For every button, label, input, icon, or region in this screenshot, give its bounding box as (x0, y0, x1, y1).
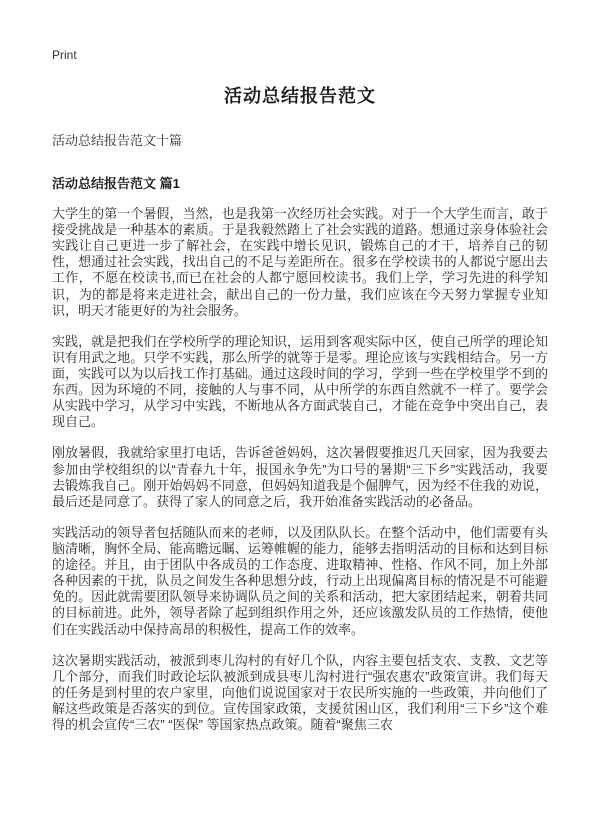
paragraph: 大学生的第一个暑假，当然，也是我第一次经历社会实践。对于一个大学生而言，敢于接受挑战是一种基本的素质。于是我毅然踏上了社会实践的道路。想通过亲身体验社会实践让自己更进一步了解社会，在实践中增长见识，锻炼自己的才干，培养自己的韧性，想通过社会实践，找出自己的不足与差距所在。很多在学校读书的人都说宁愿出去工作，不愿在校读书,而已在社会的人都宁愿回校读书。我们上学，学习先进的科学知识，为的都是将来走进社会，献出自己的一份力量，我们应该在今天努力掌握专业知识，明天才能更好的为社会服务。 (52, 206, 548, 318)
paragraph: 实践活动的领导者包括随队而来的老师，以及团队队长。在整个活动中，他们需要有头脑清晰，胸怀全局、能高瞻远瞩、运筹帷幄的能力，能够去指明活动的目标和达到目标的途径。并且，由于团队中各成员的工作态度、进取精神、性格、作风不同，加上外部各种因素的干扰，队员之间发生各种思想分歧，行动上出现偏离目标的情况是不可能避免的。因此就需要团队领导来协调队员之间的关系和活动，把大家团结起来，朝着共同的目标前进。此外，领导者除了起到组织作用之外，还应该激发队员的工作热情，使他们在实践活动中保持高昂的积极性，提高工作的效率。 (52, 524, 548, 637)
subtitle: 活动总结报告范文十篇 (52, 133, 183, 148)
section-heading: 活动总结报告范文 篇1 (52, 176, 180, 191)
page-title: 活动总结报告范文 (224, 86, 376, 106)
print-button[interactable]: Print (52, 48, 77, 62)
paragraph: 这次暑期实践活动，被派到枣儿沟村的有好几个队，内容主要包括支农、支教、文艺等几个部分，而我们时政论坛队被派到成县枣儿沟村进行“强农惠农”政策宣讲。我们每天的任务是到村里的农户家里，向他们说说国家对于农民所实施的一些政策，并向他们了解这些政策是否落实的到位。宣传国家政策，支援贫困山区，我们利用“三下乡”这个难得的机会宣传“三农” “医保” 等国家热点政策。随着“聚焦三农 (52, 652, 548, 733)
paragraph: 刚放暑假，我就给家里打电话，告诉爸爸妈妈，这次暑假要推迟几天回家，因为我要去参加由学校组织的以“青春九十年，报国永争先”为口号的暑期“三下乡”实践活动，我要去锻炼我自己。刚开始妈妈不同意，但妈妈知道我是个倔脾气，因为经不住我的劝说，最后还是同意了。获得了家人的同意之后，我开始准备实践活动的必备品。 (52, 445, 548, 509)
paragraph: 实践，就是把我们在学校所学的理论知识，运用到客观实际中区，使自己所学的理论知识有用武之地。只学不实践，那么所学的就等于是零。理论应该与实践相结合。另一方面，实践可以为以后找工作打基础。通过这段时间的学习，学到一些在学校里学不到的东西。因为环境的不同，接触的人与事不同，从中所学的东西自然就不一样了。要学会从实践中学习，从学习中实践，不断地从各方面武装自己，才能在竞争中突出自己，表现自己。 (52, 333, 548, 430)
